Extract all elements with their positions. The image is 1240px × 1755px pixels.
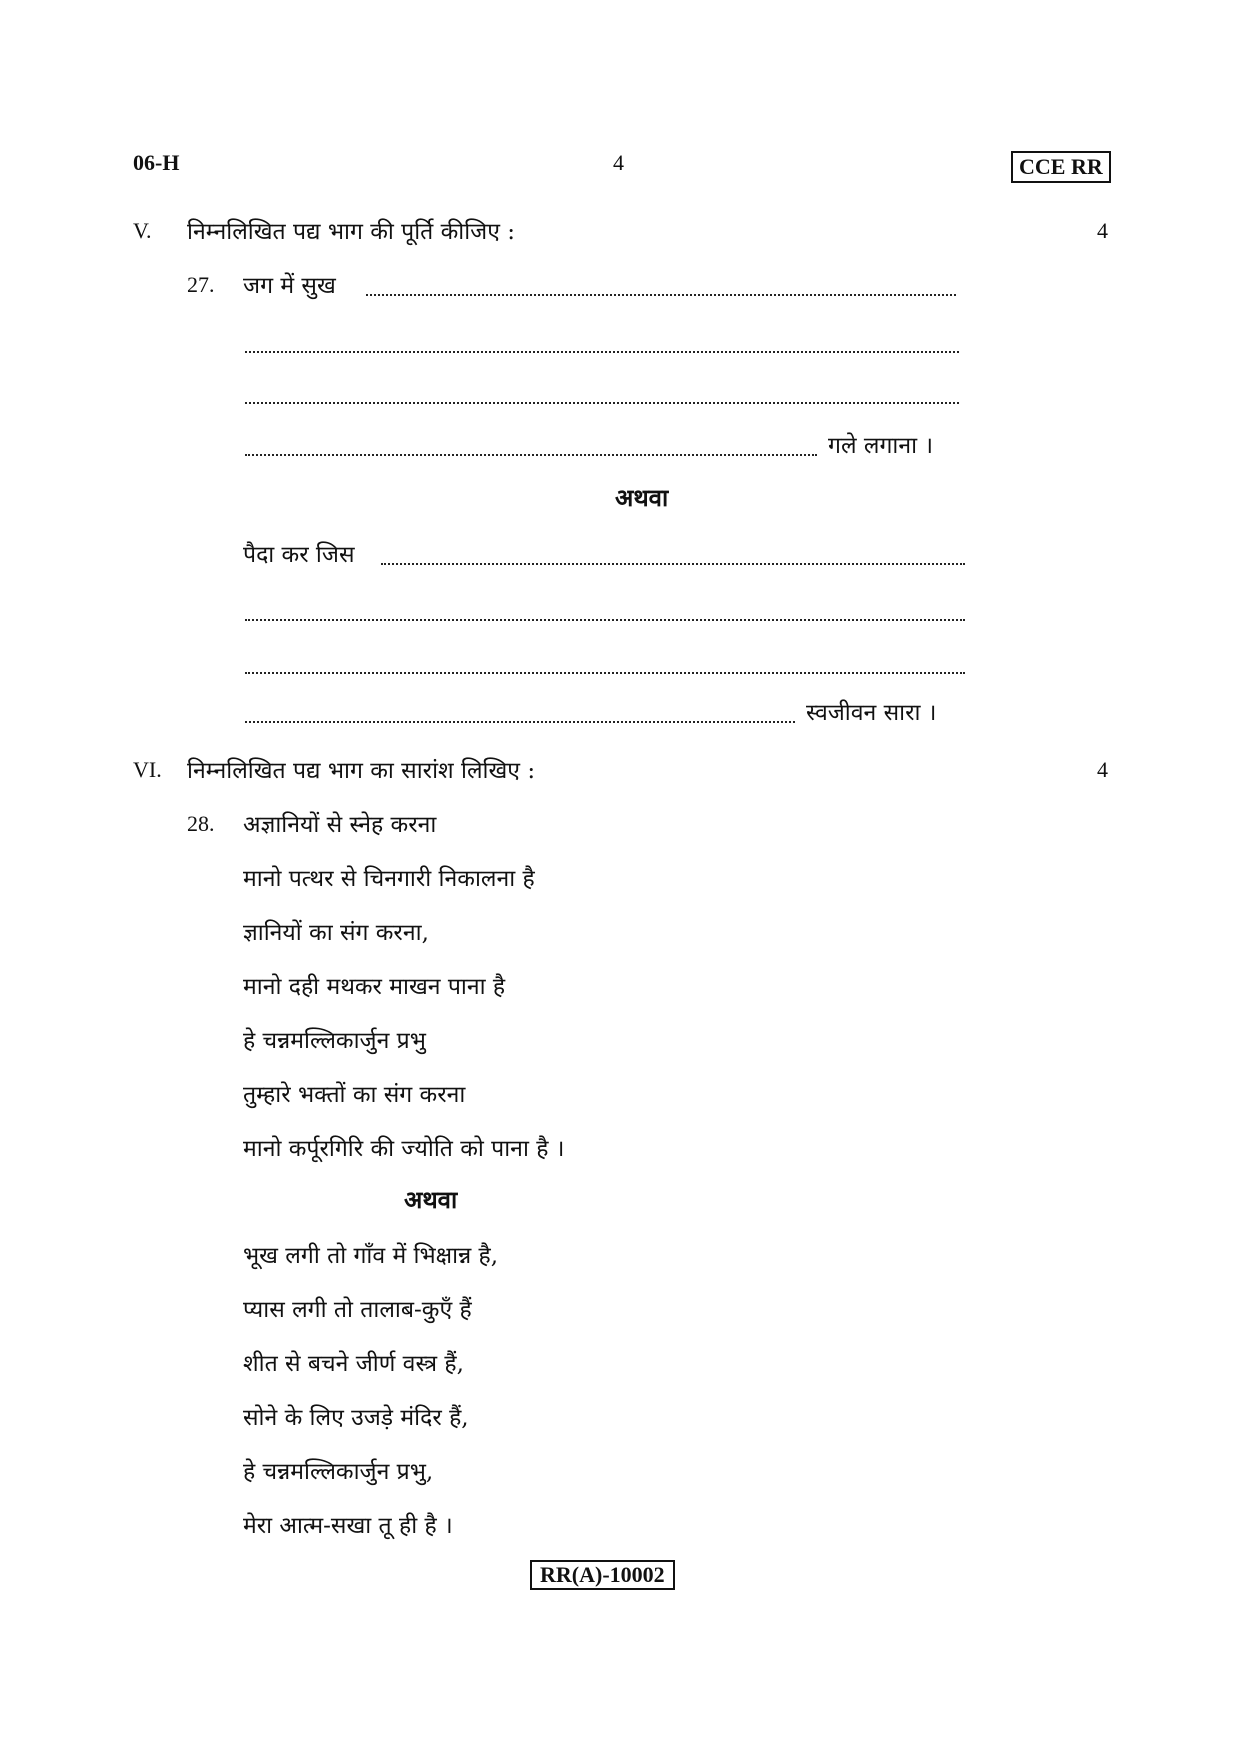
section-vi-marks: 4 — [1097, 757, 1108, 782]
poem2-line: मेरा आत्म-सखा तू ही है । — [243, 1513, 453, 1539]
poem2-line: शीत से बचने जीर्ण वस्त्र हैं, — [243, 1351, 464, 1377]
blank-line — [245, 327, 959, 353]
poem1-line: मानो कर्पूरगिरि की ज्योति को पाना है । — [243, 1136, 565, 1162]
series-badge: CCE RR — [1011, 151, 1111, 183]
section-vi-instruction: निम्नलिखित पद्य भाग का सारांश लिखिए : — [187, 758, 536, 784]
poem1-line: हे चन्नमल्लिकार्जुन प्रभु — [243, 1028, 426, 1054]
poem2-line: प्यास लगी तो तालाब-कुएँ हैं — [243, 1297, 472, 1323]
blank-line — [245, 595, 965, 621]
q27-option2-end: स्वजीवन सारा । — [806, 700, 937, 726]
section-v-marks: 4 — [1097, 218, 1108, 243]
or-label-vi: अथवा — [404, 1185, 458, 1214]
blank-line — [245, 378, 959, 404]
page-number: 4 — [613, 150, 624, 175]
poem1-line: अज्ञानियों से स्नेह करना — [243, 812, 437, 838]
section-vi-roman: VI. — [133, 757, 162, 782]
or-label-v: अथवा — [615, 483, 669, 512]
poem1-line: तुम्हारे भक्तों का संग करना — [243, 1082, 466, 1108]
q27-option1-end: गले लगाना । — [828, 433, 934, 459]
poem2-line: सोने के लिए उजड़े मंदिर हैं, — [243, 1405, 469, 1431]
blank-line — [245, 648, 965, 674]
poem2-line: भूख लगी तो गाँव में भिक्षान्न है, — [243, 1243, 499, 1269]
paper-code: 06-H — [133, 150, 180, 175]
q27-option1-start: जग में सुख — [243, 273, 336, 299]
poem1-line: मानो दही मथकर माखन पाना है — [243, 974, 506, 1000]
question-28-number: 28. — [187, 811, 215, 836]
footer-code: RR(A)-10002 — [530, 1560, 675, 1590]
section-v-roman: V. — [133, 218, 152, 243]
blank-line — [366, 270, 956, 296]
blank-line — [381, 539, 965, 565]
poem1-line: ज्ञानियों का संग करना, — [243, 920, 429, 946]
blank-line — [245, 697, 795, 723]
section-v-instruction: निम्नलिखित पद्य भाग की पूर्ति कीजिए : — [187, 219, 516, 245]
blank-line — [245, 430, 817, 456]
q27-option2-start: पैदा कर जिस — [243, 542, 355, 568]
poem1-line: मानो पत्थर से चिनगारी निकालना है — [243, 866, 535, 892]
question-27-number: 27. — [187, 272, 215, 297]
poem2-line: हे चन्नमल्लिकार्जुन प्रभु, — [243, 1459, 434, 1485]
